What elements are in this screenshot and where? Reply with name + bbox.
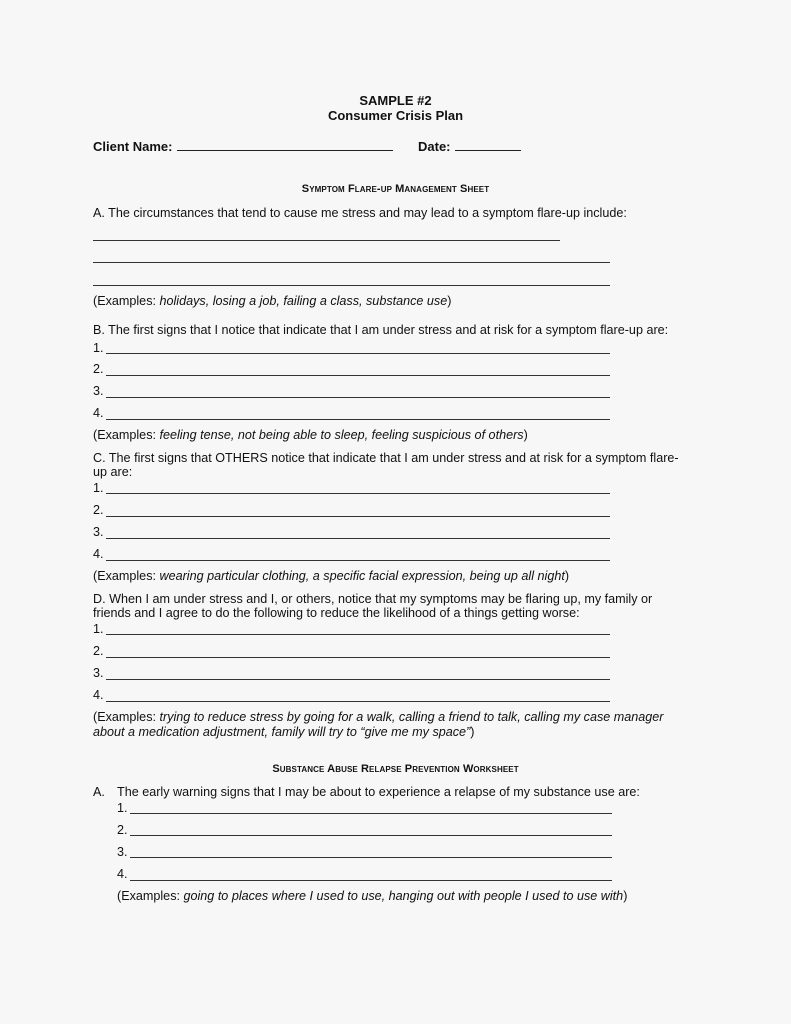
section-heading-substance: Substance Abuse Relapse Prevention Worksheet xyxy=(272,763,519,775)
examples-b: (Examples: feeling tense, not being able to sleep, feeling suspicious of others) xyxy=(93,428,528,442)
question-c-text-line1: C. The first signs that OTHERS notice that indicate that I am under stress and at risk for a symptom flare- xyxy=(93,451,679,465)
client-name-field[interactable] xyxy=(93,138,393,156)
document-sample-number: SAMPLE #2 xyxy=(359,93,432,108)
item-number: 1. xyxy=(93,481,104,495)
item-number: 4. xyxy=(93,688,104,702)
substance-question-a-text: The early warning signs that I may be about to experience a relapse of my substance use are: xyxy=(117,785,640,799)
item-number: 2. xyxy=(93,362,104,376)
item-number: 3. xyxy=(93,384,104,398)
answer-line-a-3[interactable] xyxy=(93,285,610,286)
answer-line-s-3[interactable] xyxy=(130,857,612,858)
answer-line-c-1[interactable] xyxy=(106,493,610,494)
answer-line-d-4[interactable] xyxy=(106,701,610,702)
examples-c: (Examples: wearing particular clothing, a specific facial expression, being up all night) xyxy=(93,569,570,583)
substance-question-letter: A. xyxy=(93,785,105,799)
section-heading-symptom: Symptom Flare-up Management Sheet xyxy=(301,183,490,195)
answer-line-a-2[interactable] xyxy=(93,262,610,263)
answer-line-b-2[interactable] xyxy=(106,375,610,376)
item-number: 1. xyxy=(93,341,104,355)
examples-substance: (Examples: going to places where I used to use, hanging out with people I used to use with) xyxy=(117,889,628,903)
item-number: 4. xyxy=(93,406,104,420)
item-number: 1. xyxy=(117,801,128,815)
answer-line-s-2[interactable] xyxy=(130,835,612,836)
answer-line-b-4[interactable] xyxy=(106,419,610,420)
item-number: 3. xyxy=(117,845,128,859)
date-label: Date: xyxy=(418,139,451,154)
date-field[interactable] xyxy=(418,138,521,156)
item-number: 4. xyxy=(117,867,128,881)
answer-line-s-4[interactable] xyxy=(130,880,612,881)
document-title: Consumer Crisis Plan xyxy=(327,108,464,123)
examples-d-line2: about a medication adjustment, family will try to “give me my space”) xyxy=(93,725,475,739)
item-number: 3. xyxy=(93,666,104,680)
question-d-text-line2: friends and I agree to do the following to reduce the likelihood of a things getting worse: xyxy=(93,606,580,620)
question-c-text-line2: up are: xyxy=(93,465,133,479)
answer-line-a-1[interactable] xyxy=(93,240,560,241)
item-number: 2. xyxy=(93,644,104,658)
question-a-text: A. The circumstances that tend to cause me stress and may lead to a symptom flare-up include: xyxy=(93,206,627,220)
answer-line-d-3[interactable] xyxy=(106,679,610,680)
answer-line-b-3[interactable] xyxy=(106,397,610,398)
question-d-text-line1: D. When I am under stress and I, or others, notice that my symptoms may be flaring up, my family or xyxy=(93,592,653,606)
item-number: 3. xyxy=(93,525,104,539)
question-b-text: B. The first signs that I notice that indicate that I am under stress and at risk for a symptom flare-up are: xyxy=(93,323,669,337)
item-number: 2. xyxy=(93,503,104,517)
item-number: 4. xyxy=(93,547,104,561)
client-name-input[interactable] xyxy=(177,138,393,151)
examples-a: (Examples: holidays, losing a job, failing a class, substance use) xyxy=(93,294,452,308)
answer-line-c-2[interactable] xyxy=(106,516,610,517)
answer-line-s-1[interactable] xyxy=(130,813,612,814)
examples-d-line1: (Examples: trying to reduce stress by going for a walk, calling a friend to talk, calling my case manager xyxy=(93,710,664,724)
answer-line-d-1[interactable] xyxy=(106,634,610,635)
client-name-label: Client Name: xyxy=(93,139,173,154)
item-number: 2. xyxy=(117,823,128,837)
answer-line-c-4[interactable] xyxy=(106,560,610,561)
answer-line-b-1[interactable] xyxy=(106,353,610,354)
answer-line-d-2[interactable] xyxy=(106,657,610,658)
item-number: 1. xyxy=(93,622,104,636)
answer-line-c-3[interactable] xyxy=(106,538,610,539)
date-input[interactable] xyxy=(455,138,521,151)
